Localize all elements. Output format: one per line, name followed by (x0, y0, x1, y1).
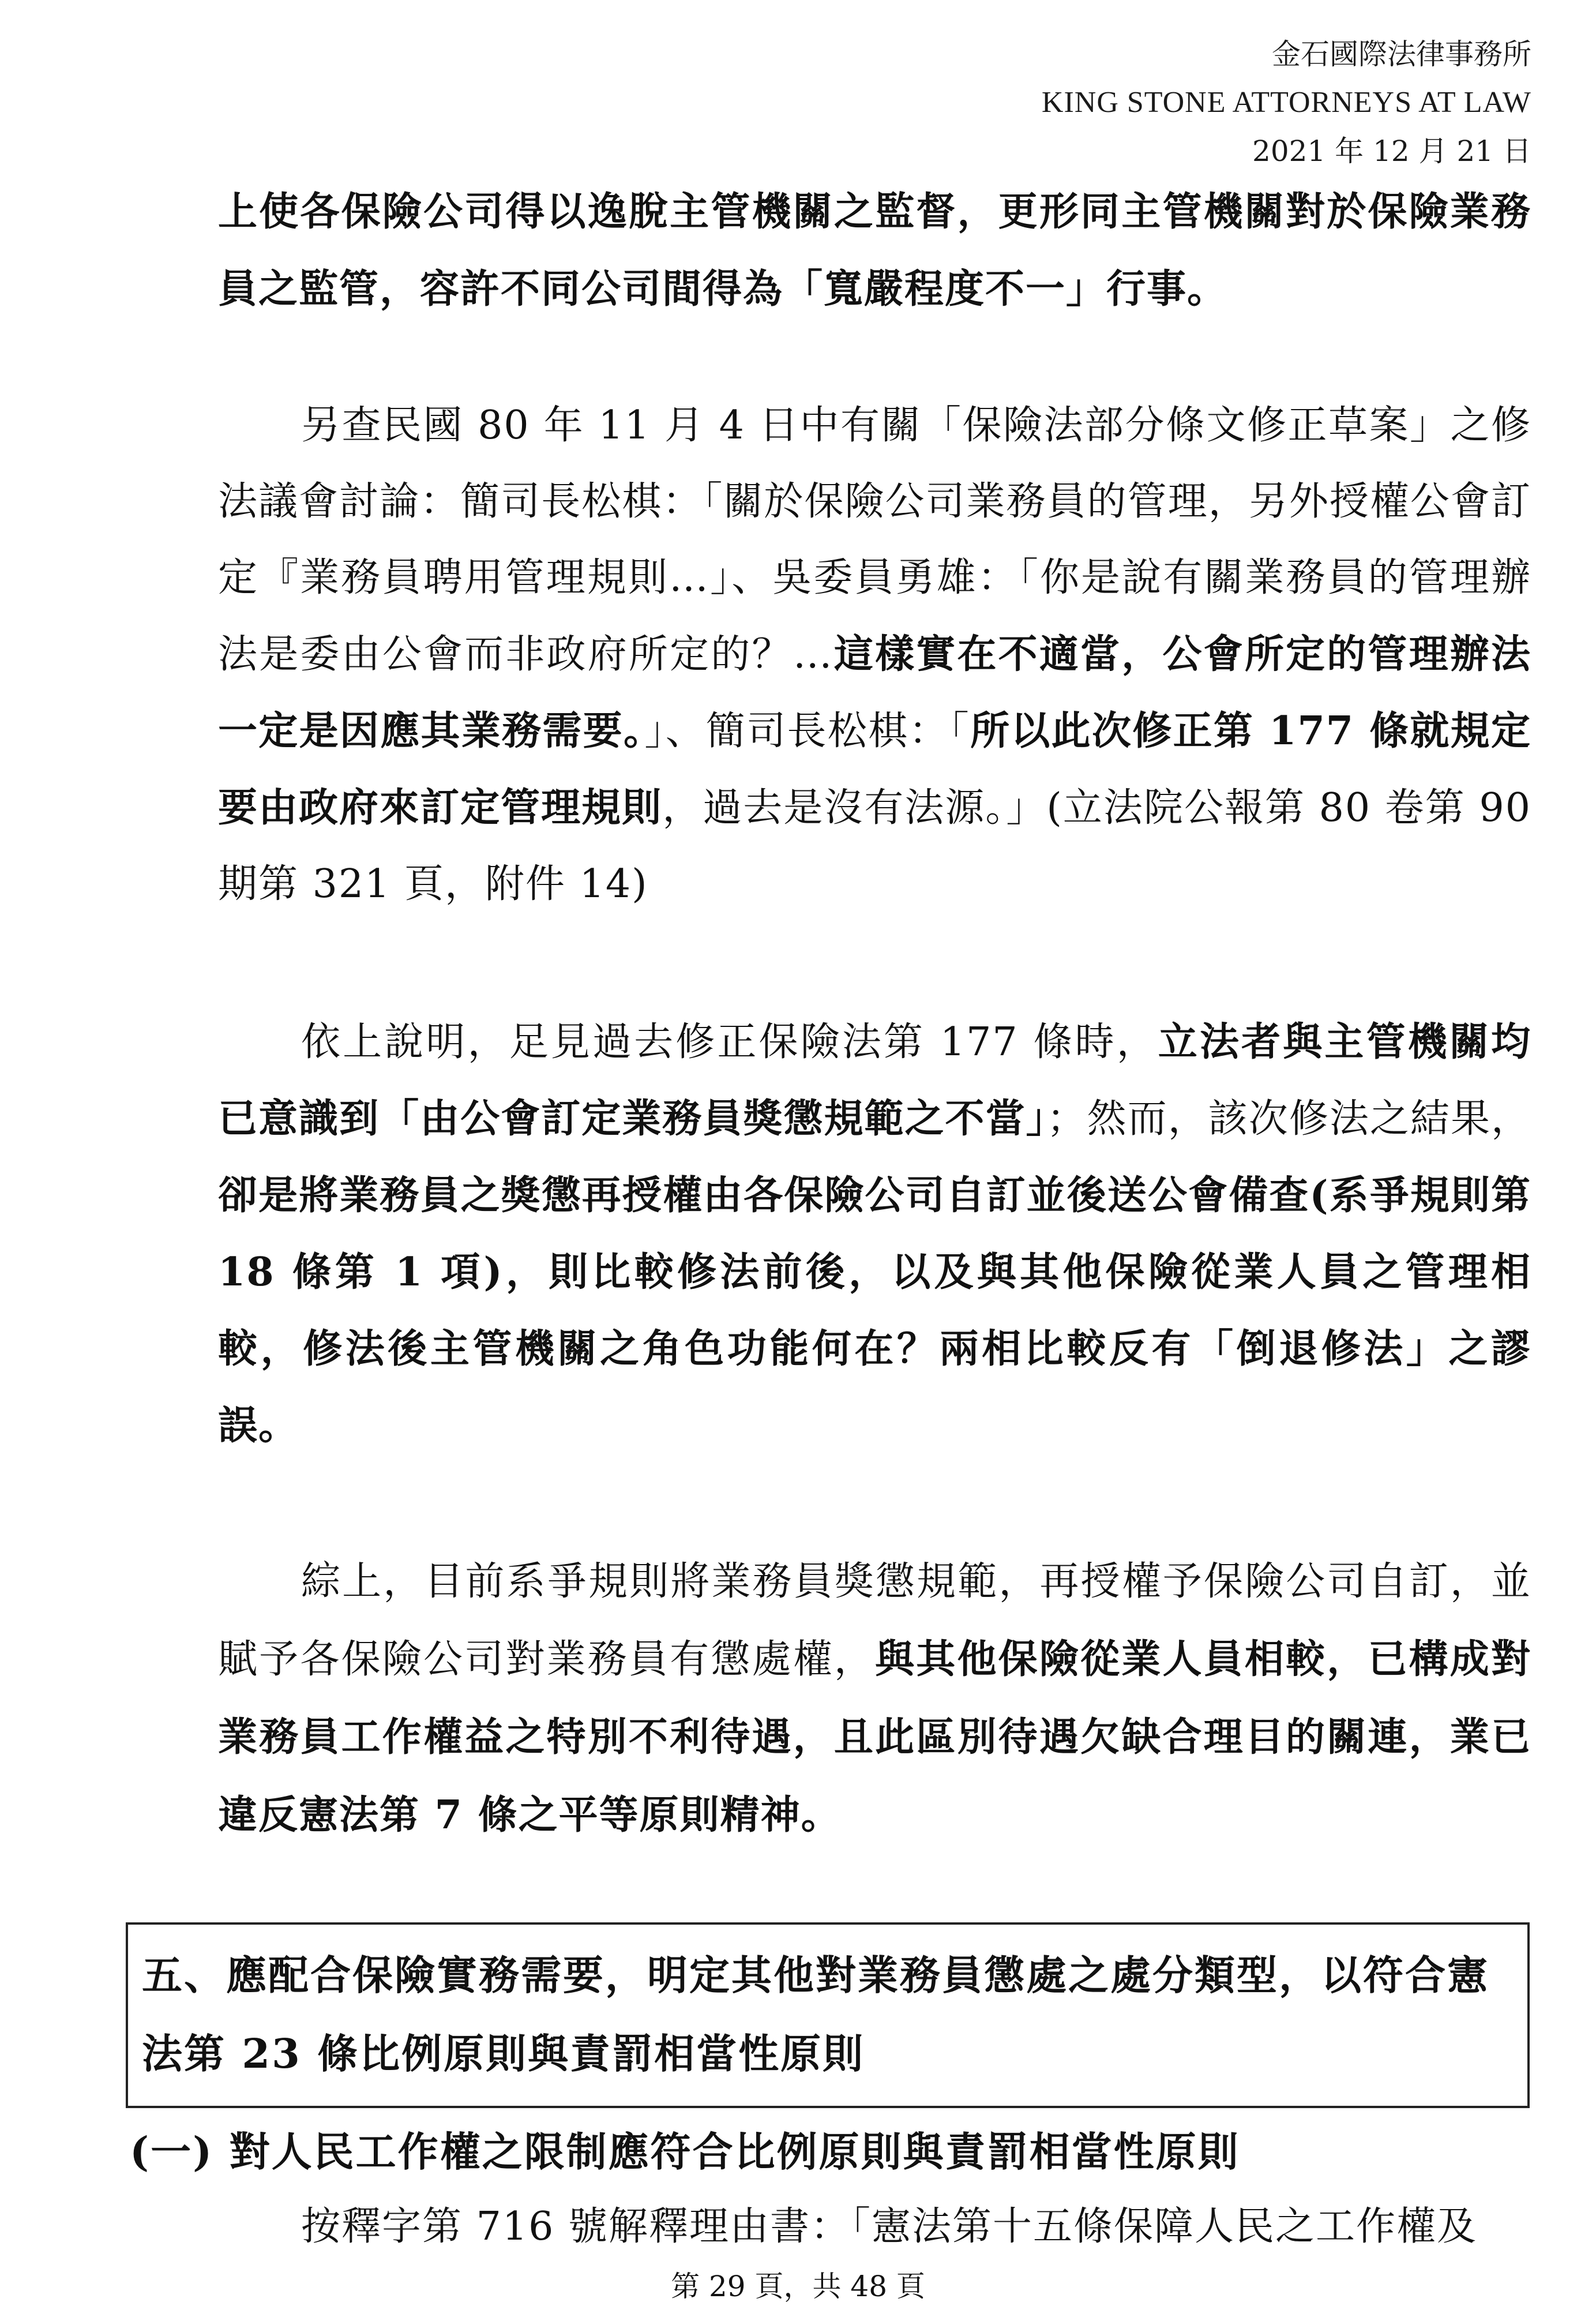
paragraph-continuation-text: 上使各保險公司得以逸脫主管機關之監督，更形同主管機關對於保險業務員之監管，容許不同公司間得為「寬嚴程度不一」行事。 (218, 189, 1531, 312)
section-five-heading: 五、應配合保險實務需要，明定其他對業務員懲處之處分類型，以符合憲法第 23 條比例原則與責罰相當性原則 (142, 1951, 1489, 2078)
explanation-text-1: 依上說明，足見過去修正保險法第 177 條時， (301, 1019, 1158, 1065)
summary-bold-1: 與其他保險從業人員相較，已構成對業務員工作權益之特別不利待遇，且此區別待遇欠缺合理目的關連，業已違反憲法第 7 條之平等原則精神。 (218, 1636, 1531, 1838)
paragraph-explanation (218, 1004, 1531, 1464)
explanation-bold-1: 立法者與主管機關均已意識到「由公會訂定業務員獎懲規範之不當」 (218, 1019, 1531, 1142)
letterhead (1042, 30, 1531, 175)
firm-name-english: KING STONE ATTORNEYS AT LAW (1041, 86, 1531, 119)
legislative-text-1: 另查民國 80 年 11 月 4 日中有關「保險法部分條文修正草案」之修法議會討論：簡司長松棋：「關於保險公司業務員的管理，另外授權公會訂定『業務員聘用管理規則…」、吳委員勇雄：「你是說有關業務員的管理辦法是委由公會而非政府所定的？… (218, 403, 1531, 677)
firm-name-chinese: 金石國際法律事務所 (1272, 38, 1531, 71)
legislative-text-2: 」、簡司長松棋：「 (644, 708, 971, 754)
paragraph-summary (218, 1543, 1531, 1854)
legislative-bold-1: 這樣實在不適當，公會所定的管理辦法一定是因應其業務需要。 (218, 631, 1531, 754)
legislative-text-3: ，過去是沒有法源。」(立法院公報第 80 卷第 90 期第 321 頁，附件 14) (218, 785, 1531, 907)
page-number: 第 29 頁，共 48 頁 (671, 2270, 925, 2303)
subsection-one-heading: (一) 對人民工作權之限制應符合比例原則與責罰相當性原則 (130, 2128, 1240, 2176)
document-date: 2021 年 12 月 21 日 (1252, 134, 1531, 168)
summary-text-1: 綜上，目前系爭規則將業務員獎懲規範，再授權予保險公司自訂，並賦予各保險公司對業務員有懲處權， (218, 1559, 1531, 1682)
explanation-bold-2: 卻是將業務員之獎懲再授權由各保險公司自訂並後送公會備查(系爭規則第 18 條第 1 項)，則比較修法前後，以及與其他保險從業人員之管理相較，修法後主管機關之角色功能何在？兩相比較反有「倒退修法」之謬誤。 (218, 1172, 1531, 1449)
paragraph-interpretation: 按釋字第 716 號解釋理由書：「憲法第十五條保障人民之工作權及 (301, 2204, 1478, 2249)
paragraph-continuation (218, 173, 1531, 328)
explanation-text-2: ；然而，該次修法之結果， (1046, 1096, 1531, 1142)
section-five-heading-box (126, 1922, 1530, 2108)
legislative-bold-2: 所以此次修正第 177 條就規定要由政府來訂定管理規則 (218, 708, 1531, 831)
paragraph-legislative-discussion (218, 388, 1531, 923)
